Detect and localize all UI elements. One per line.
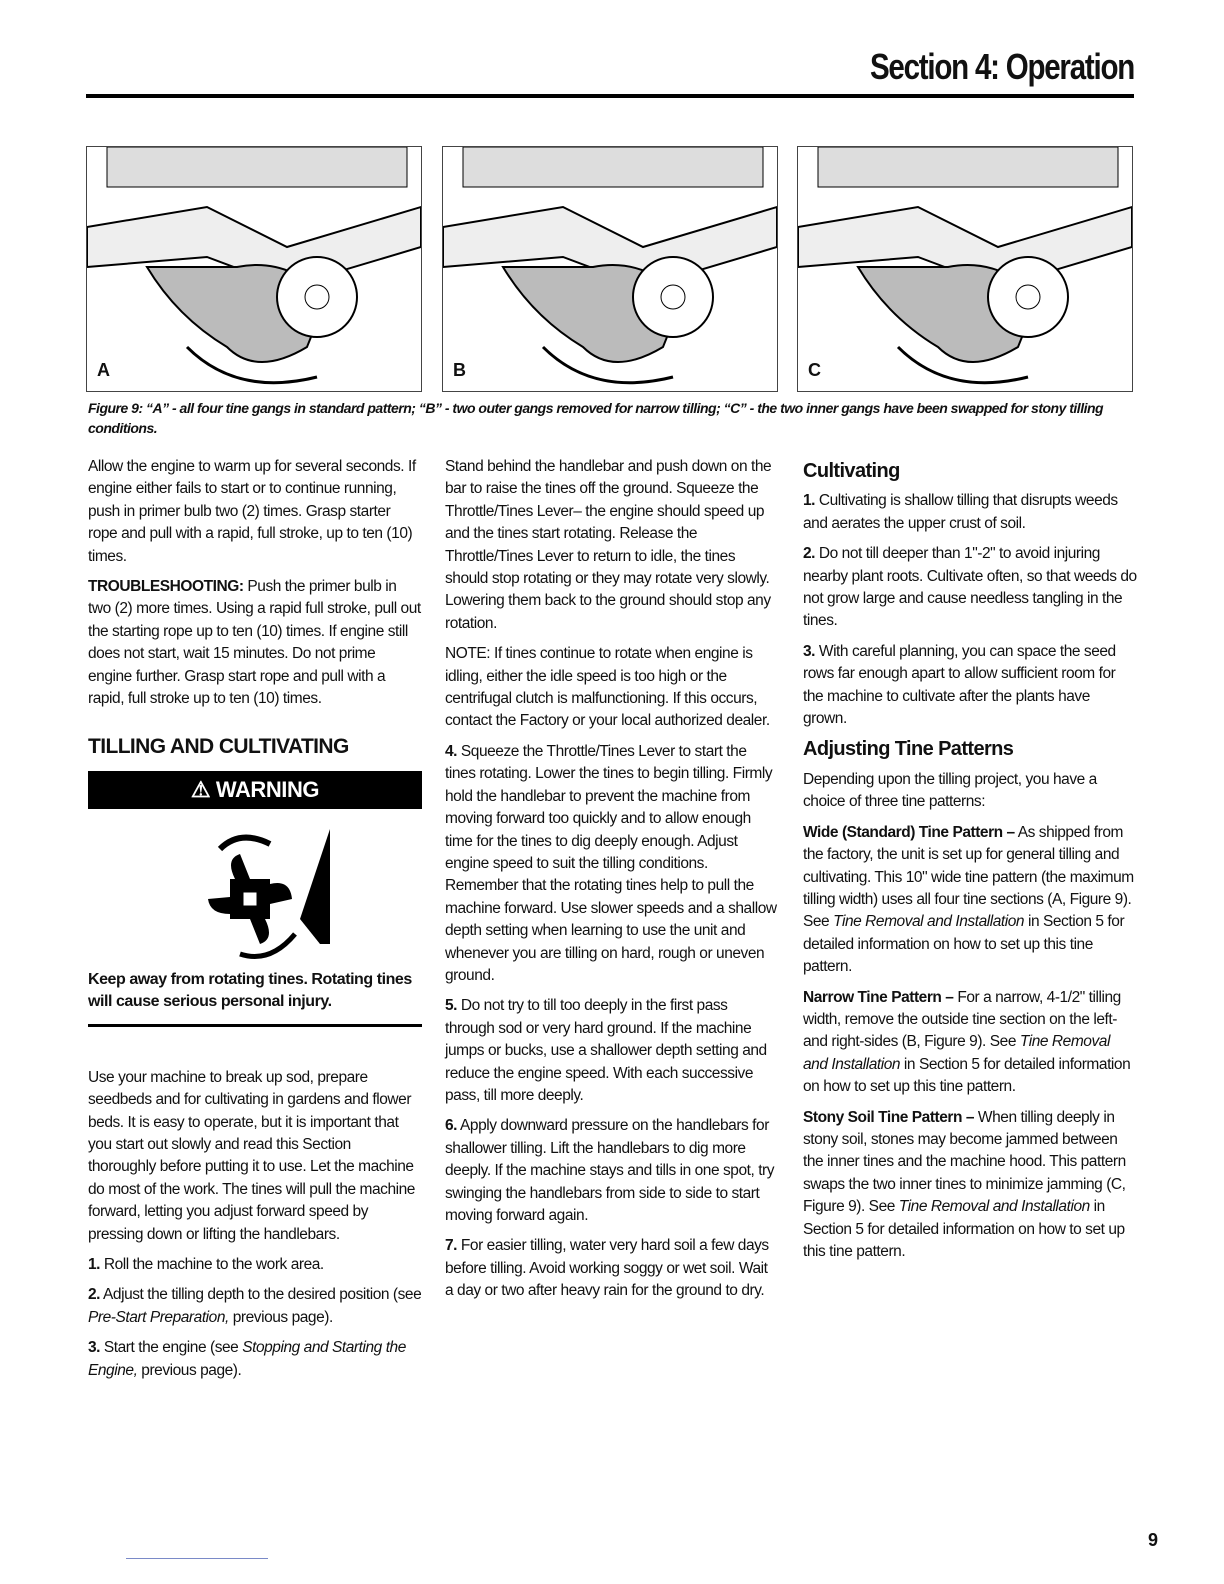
paragraph	[88, 1337, 422, 1382]
paragraph	[803, 641, 1137, 731]
bold-text: 2.	[88, 1286, 101, 1304]
italic-reference: Tine Removal and Installation	[803, 1033, 1110, 1073]
paragraph	[88, 1284, 422, 1329]
paragraph	[88, 1067, 422, 1246]
italic-reference: Pre-Start Preparation,	[88, 1308, 229, 1326]
heading	[803, 738, 1137, 760]
bold-text: 1.	[803, 492, 816, 510]
text-run: previous page).	[137, 1361, 242, 1379]
text-run: When tilling deeply in stony soil, stones may become jammed between the inner tines and the machine hood. This pattern swaps the two inner tines to minimize jamming (C, Figure 9). See	[803, 1108, 1126, 1216]
figure-label: A	[97, 360, 110, 380]
figure-caption: Figure 9: “A” - all four tine gangs in standard pattern; “B” - two outer gangs removed for narrow tilling; “C” - the two inner gangs have been swapped for stony tilling conditions.	[88, 400, 1104, 436]
column-3	[803, 456, 1137, 1271]
paragraph	[445, 741, 779, 987]
paragraph	[803, 490, 1137, 535]
text-run: For easier tilling, water very hard soil a few days before tilling. Avoid working soggy or wet soil. Wait a day or two after heavy rain for the ground to dry.	[445, 1237, 769, 1300]
paragraph	[803, 987, 1137, 1099]
text-run: NOTE: If tines continue to rotate when engine is idling, either the idle speed is too high or the centrifugal clutch is malfunctioning. If this occurs, contact the Factory or your local authorized dealer.	[445, 645, 770, 730]
figure-a	[86, 146, 422, 392]
figure-label: C	[808, 360, 821, 380]
bold-text: Narrow Tine Pattern –	[803, 988, 954, 1006]
heading	[803, 460, 1137, 482]
tiller-tine-illustration	[443, 147, 777, 391]
text-run: Cultivating	[803, 460, 900, 482]
figure-label: B	[453, 360, 466, 380]
warning-label: WARNING	[215, 776, 320, 802]
text-run: Adjusting Tine Patterns	[803, 738, 1014, 761]
heading	[88, 736, 422, 758]
text-run: in Section 5 for detailed information on how to set up this tine pattern.	[803, 913, 1125, 976]
column-2	[445, 456, 779, 1311]
text-run: Squeeze the Throttle/Tines Lever to start the tines rotating. Lower the tines to begin tilling. Firmly hold the handlebar to prevent the machine from moving forward too quickly and to allow enough time for the tines to dig deeply enough. Adjust engine speed to suit the tilling conditions. Remember that the rotating tines help to pull the machine forward. Use slower speeds and a shallow depth setting when learning to use the unit and whenever you are tilling on hard, rough or uneven ground.	[445, 742, 777, 984]
text-run: Do not till deeper than 1"-2" to avoid injuring nearby plant roots. Cultivate often, so that weeds do not grow large and cause needless tangling in the tines.	[803, 545, 1137, 630]
italic-reference: Tine Removal and Installation	[833, 913, 1025, 931]
bold-text: 4.	[445, 742, 458, 760]
text-run: Allow the engine to warm up for several seconds. If engine either fails to start or to continue running, push in primer bulb two (2) times. Grasp starter rope and pull with a rapid, full stroke, up to ten (10) times.	[88, 458, 416, 565]
paragraph	[803, 1107, 1137, 1264]
paragraph	[445, 1235, 779, 1302]
paragraph	[445, 995, 779, 1107]
text-run: With careful planning, you can space the seed rows far enough apart to allow sufficient room for the machine to cultivate after the plants have grown.	[803, 642, 1116, 728]
text-run: Push the primer bulb in two (2) more times. Using a rapid full stroke, pull out the starting rope up to ten (10) times. If engine still does not start, wait 15 minutes. Do not prime engine further. Grasp start rope and pull with a rapid, full stroke up to ten (10) times.	[88, 578, 421, 708]
paragraph	[445, 456, 779, 635]
figure-b	[442, 146, 778, 392]
text-run: previous page).	[228, 1308, 333, 1326]
header-rule	[86, 94, 1134, 98]
column-1	[88, 456, 422, 1390]
bold-text: TROUBLESHOOTING:	[88, 578, 244, 596]
text-run: Depending upon the tilling project, you have a choice of three tine patterns:	[803, 770, 1097, 811]
text-run: Adjust the tilling depth to the desired position (see	[100, 1286, 422, 1304]
bold-text: Wide (Standard) Tine Pattern –	[803, 823, 1015, 841]
bold-text: Stony Soil Tine Pattern –	[803, 1108, 975, 1126]
text-run: in Section 5 for detailed information on how to set up this tine pattern.	[803, 1055, 1131, 1096]
text-run: Apply downward pressure on the handlebars for shallower tilling. Lift the handlebars to dig more deeply. If the machine stays and tills in one spot, try swinging the handlebars from side to side to start moving forward again.	[445, 1117, 775, 1224]
text-run: TILLING AND CULTIVATING	[88, 735, 349, 759]
bold-text: 3.	[803, 642, 816, 660]
page-number: 9	[1147, 1530, 1158, 1550]
paragraph	[803, 543, 1137, 633]
tiller-tine-illustration	[87, 147, 421, 391]
text-run: Use your machine to break up sod, prepare seedbeds and for cultivating in gardens and flower beds. It is easy to operate, but it is important that you start out slowly and read this Section thoroughly before putting it to use. Let the machine do most of the work. The tines will pull the machine forward, letting you adjust forward speed by pressing down or lifting the handlebars.	[88, 1068, 415, 1243]
bold-text: 2.	[803, 545, 816, 563]
text-run: Do not try to till too deeply in the first pass through sod or very hard ground. If the machine jumps or bucks, use a shallower depth setting and reduce the engine speed. With each successive pass, till more deeply.	[445, 997, 767, 1104]
rotating-tines-warning-icon	[180, 819, 330, 969]
text-run: For a narrow, 4-1/2" tilling width, remove the outside tine section on the left- and right-sides (B, Figure 9). See	[803, 988, 1121, 1051]
bold-text: 7.	[445, 1237, 458, 1255]
warning-message: Keep away from rotating tines. Rotating tines will cause serious personal injury.	[88, 969, 422, 1027]
bold-text: 1.	[88, 1255, 101, 1273]
footer-line	[126, 1558, 268, 1559]
bold-text: 5.	[445, 997, 458, 1015]
text-run: As shipped from the factory, the unit is set up for general tilling and cultivating. This 10" wide tine pattern (the maximum tilling width) uses all four tine sections (A, Figure 9). See	[803, 823, 1134, 931]
figure-c	[797, 146, 1133, 392]
tiller-tine-illustration	[798, 147, 1132, 391]
paragraph	[88, 576, 422, 710]
paragraph	[88, 1254, 422, 1276]
bold-text: 6.	[445, 1117, 458, 1135]
italic-reference: Tine Removal and Installation	[898, 1198, 1090, 1216]
text-run: Stand behind the handlebar and push down on the bar to raise the tines off the ground. Squeeze the Throttle/Tines Lever– the engine should speed up and the tines start rotating. Release the Throttle/Tines Lever to return to idle, the tines should stop rotating or they may rotate very slowly. Lowering them back to the ground should stop any rotation.	[445, 458, 772, 632]
text-run: Roll the machine to the work area.	[100, 1255, 324, 1273]
section-title: Section 4: Operation	[869, 46, 1134, 87]
paragraph	[803, 822, 1137, 979]
warning-pictogram	[88, 819, 422, 969]
text-run: Cultivating is shallow tilling that disrupts weeds and aerates the upper crust of soil.	[803, 492, 1118, 532]
warning-banner	[88, 771, 422, 809]
paragraph	[445, 1115, 779, 1227]
warning-triangle-icon: ⚠	[190, 776, 211, 802]
italic-reference: Stopping and Starting the Engine,	[88, 1339, 406, 1379]
paragraph	[445, 643, 779, 733]
text-run: Start the engine (see	[100, 1339, 243, 1357]
bold-text: 3.	[88, 1339, 101, 1357]
paragraph	[88, 456, 422, 568]
paragraph	[803, 769, 1137, 814]
text-run: in Section 5 for detailed information on how to set up this tine pattern.	[803, 1198, 1125, 1260]
